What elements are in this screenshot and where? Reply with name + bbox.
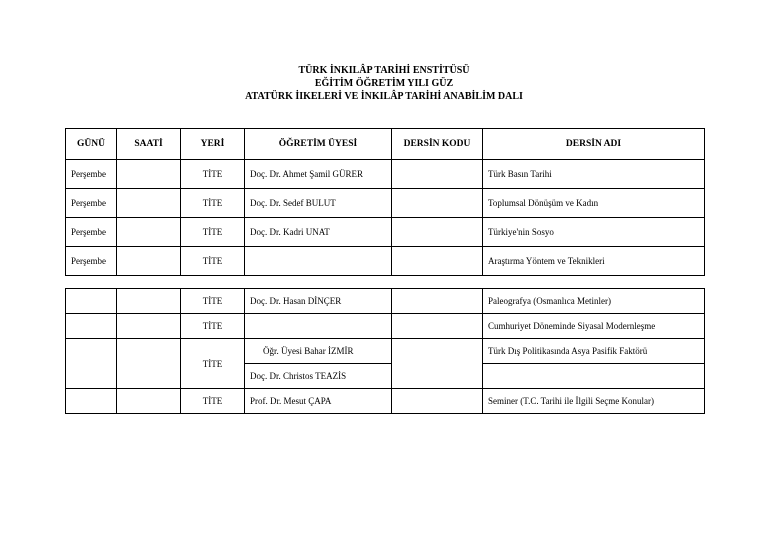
table-row bbox=[66, 339, 705, 364]
cell-dersin-kodu bbox=[392, 289, 483, 314]
department-title: ATATÜRK İIKELERİ VE İNKILÂP TARİHİ ANABİLİM DALI bbox=[245, 91, 523, 102]
cell-gunu bbox=[66, 289, 117, 314]
cell-dersin-kodu bbox=[392, 389, 483, 414]
cell-dersin-adi: Toplumsal Dönüşüm ve Kadın bbox=[483, 189, 705, 218]
cell-saati bbox=[117, 218, 181, 247]
schedule-table-secondary bbox=[65, 288, 705, 414]
cell-dersin-adi: Araştırma Yöntem ve Teknikleri bbox=[483, 247, 705, 276]
cell-gunu: Perşembe bbox=[66, 160, 117, 189]
cell-ogretim-uyesi: Doç. Dr. Sedef BULUT bbox=[245, 189, 392, 218]
cell-ogretim-uyesi: Prof. Dr. Mesut ÇAPA bbox=[245, 389, 392, 414]
cell-saati bbox=[117, 389, 181, 414]
cell-yeri: TİTE bbox=[181, 314, 245, 339]
cell-gunu bbox=[66, 339, 117, 389]
cell-dersin-kodu bbox=[392, 218, 483, 247]
term-title: EĞİTİM ÖĞRETİM YILI GÜZ bbox=[314, 78, 454, 89]
cell-yeri: TİTE bbox=[181, 160, 245, 189]
schedule-table-main bbox=[65, 128, 705, 276]
cell-ogretim-uyesi: Doç. Dr. Ahmet Şamil GÜRER bbox=[245, 160, 392, 189]
cell-yeri: TİTE bbox=[181, 289, 245, 314]
cell-saati bbox=[117, 247, 181, 276]
cell-saati bbox=[117, 189, 181, 218]
cell-ogretim-uyesi bbox=[245, 314, 392, 339]
cell-gunu bbox=[66, 314, 117, 339]
cell-dersin-adi: Cumhuriyet Döneminde Siyasal Modernleşme bbox=[483, 314, 705, 339]
cell-dersin-adi bbox=[483, 364, 705, 389]
cell-dersin-kodu bbox=[392, 189, 483, 218]
table-header-row bbox=[66, 129, 705, 160]
cell-ogretim-uyesi: Doç. Dr. Christos TEAZİS bbox=[245, 364, 392, 389]
cell-yeri: TİTE bbox=[181, 218, 245, 247]
table-row bbox=[66, 289, 705, 314]
cell-dersin-adi: Türk Dış Politikasında Asya Pasifik Faktörü bbox=[483, 339, 705, 364]
table-row bbox=[66, 389, 705, 414]
cell-gunu: Perşembe bbox=[66, 189, 117, 218]
cell-yeri: TİTE bbox=[181, 389, 245, 414]
column-header-gunu: GÜNÜ bbox=[66, 129, 117, 160]
cell-ogretim-uyesi bbox=[245, 247, 392, 276]
cell-ogretim-uyesi: Doç. Dr. Kadri UNAT bbox=[245, 218, 392, 247]
cell-saati bbox=[117, 314, 181, 339]
cell-dersin-adi: Paleografya (Osmanlıca Metinler) bbox=[483, 289, 705, 314]
cell-gunu: Perşembe bbox=[66, 247, 117, 276]
table-row bbox=[66, 160, 705, 189]
document-header bbox=[0, 64, 768, 103]
cell-yeri: TİTE bbox=[181, 339, 245, 389]
cell-ogretim-uyesi: Öğr. Üyesi Bahar İZMİR bbox=[245, 339, 392, 364]
cell-dersin-kodu bbox=[392, 160, 483, 189]
column-header-yeri: YERİ bbox=[181, 129, 245, 160]
cell-dersin-adi: Türkiye'nin Sosyo bbox=[483, 218, 705, 247]
cell-dersin-adi: Seminer (T.C. Tarihi ile İlgili Seçme Konular) bbox=[483, 389, 705, 414]
cell-ogretim-uyesi: Doç. Dr. Hasan DİNÇER bbox=[245, 289, 392, 314]
cell-yeri: TİTE bbox=[181, 247, 245, 276]
column-header-saati: SAATİ bbox=[117, 129, 181, 160]
table-row bbox=[66, 218, 705, 247]
table-row bbox=[66, 189, 705, 218]
table-row bbox=[66, 314, 705, 339]
column-header-dersin-adi: DERSİN ADI bbox=[483, 129, 705, 160]
cell-dersin-kodu bbox=[392, 247, 483, 276]
cell-saati bbox=[117, 289, 181, 314]
column-header-dersin-kodu: DERSİN KODU bbox=[392, 129, 483, 160]
institute-title: TÜRK İNKILÂP TARİHİ ENSTİTÜSÜ bbox=[298, 65, 470, 76]
cell-saati bbox=[117, 339, 181, 389]
cell-saati bbox=[117, 160, 181, 189]
cell-dersin-kodu bbox=[392, 314, 483, 339]
cell-yeri: TİTE bbox=[181, 189, 245, 218]
column-header-ogretim-uyesi: ÖĞRETİM ÜYESİ bbox=[245, 129, 392, 160]
table-row bbox=[66, 247, 705, 276]
cell-gunu bbox=[66, 389, 117, 414]
cell-dersin-kodu bbox=[392, 339, 483, 389]
cell-dersin-adi: Türk Basın Tarihi bbox=[483, 160, 705, 189]
cell-gunu: Perşembe bbox=[66, 218, 117, 247]
